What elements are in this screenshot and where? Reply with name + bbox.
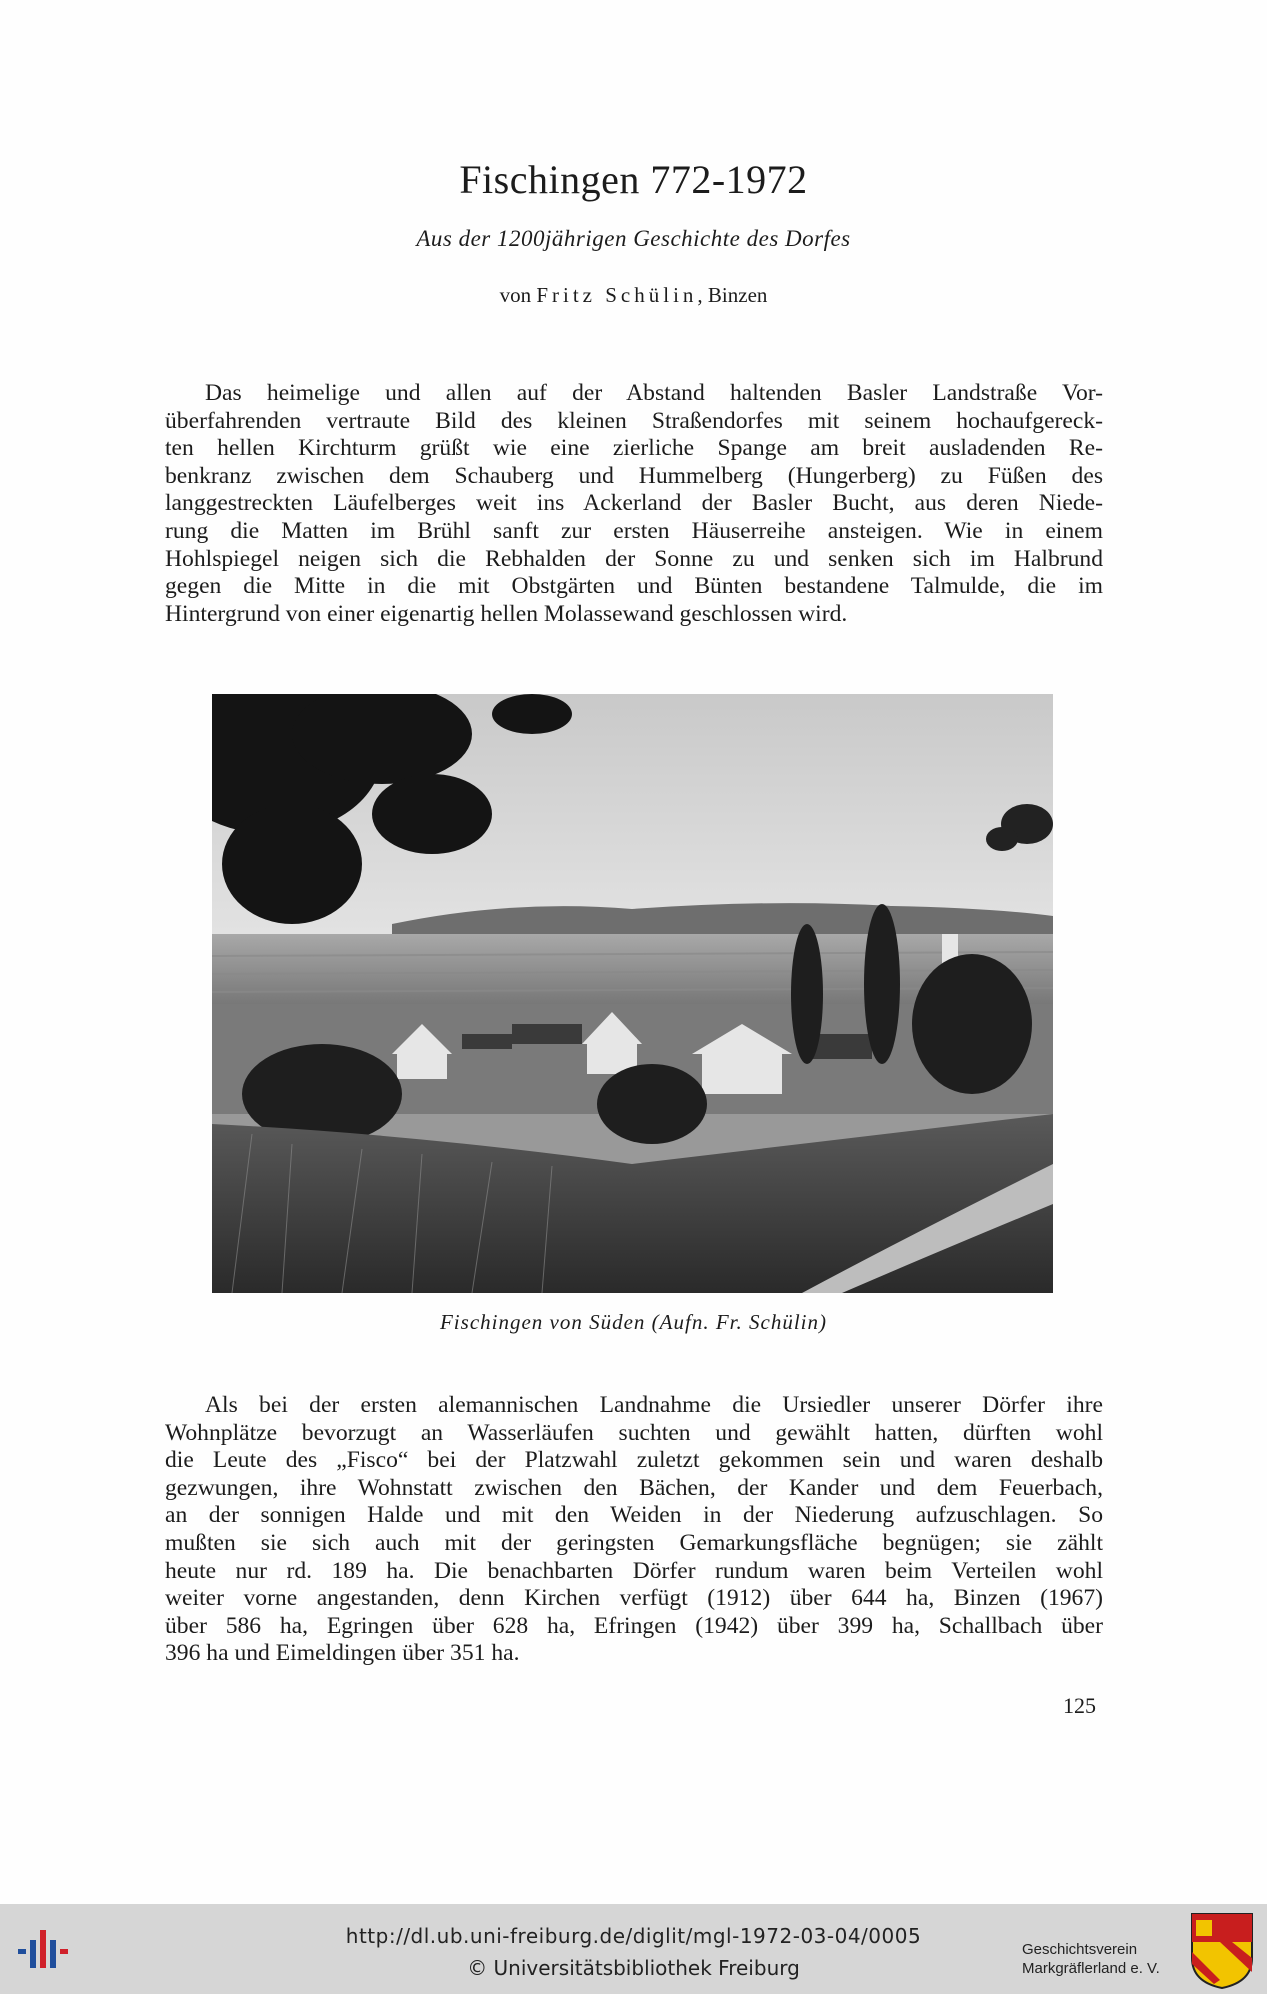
photo-caption: Fischingen von Süden (Aufn. Fr. Schülin) <box>439 1310 827 1334</box>
society-line: Markgräflerland e. V. <box>1022 1960 1160 1977</box>
viewer-footer <box>0 1904 1267 1994</box>
society-name <box>1022 1940 1160 1978</box>
page-number: 125 <box>1063 1693 1096 1718</box>
coat-of-arms-icon <box>1190 1912 1254 1990</box>
byline-suffix: , Binzen <box>697 283 768 307</box>
text-line: gezwungen, ihre Wohnstatt zwischen den Bächen, der Kander und dem Feuerbach, <box>165 1474 1103 1501</box>
paragraph-history <box>165 1392 1103 1668</box>
text-line: 396 ha und Eimeldingen über 351 ha. <box>165 1640 520 1667</box>
author-name: Fritz Schülin <box>536 283 698 307</box>
text-line: Das heimelige und allen auf der Abstand haltenden Basler Landstraße Vor- <box>205 380 1103 406</box>
text-line: langgestreckten Läufelberges weit ins Ackerland der Basler Bucht, aus deren Niede- <box>165 490 1103 517</box>
permalink-url[interactable]: http://dl.ub.uni-freiburg.de/diglit/mgl-1972-03-04/0005 <box>345 1924 922 1948</box>
text-line: überfahrenden vertraute Bild des kleinen Straßendorfes mit seinem hochaufgereck- <box>165 407 1103 434</box>
text-line: gegen die Mitte in die mit Obstgärten und Bünten bestandene Talmulde, die im <box>165 573 1103 600</box>
text-line: über 586 ha, Egringen über 628 ha, Efringen (1942) über 399 ha, Schallbach über <box>165 1612 1103 1639</box>
text-line: mußten sie sich auch mit der geringsten Gemarkungsfläche begnügen; sie zählt <box>165 1529 1103 1556</box>
village-photo <box>212 694 1053 1293</box>
text-line: Hintergrund von einer eigenartig hellen Molassewand geschlossen wird. <box>165 600 848 627</box>
text-line: Als bei der ersten alemannischen Landnahme die Ursiedler unserer Dörfer ihre <box>205 1392 1103 1418</box>
text-line: heute nur rd. 189 ha. Die benachbarten Dörfer rundum waren beim Verteilen wohl <box>165 1557 1103 1584</box>
copyright-notice: © Universitätsbibliothek Freiburg <box>467 1956 800 1980</box>
text-line: weiter vorne angestanden, denn Kirchen verfügt (1912) über 644 ha, Binzen (1967) <box>165 1585 1103 1612</box>
text-line: Hohlspiegel neigen sich die Rebhalden der Sonne zu und senken sich im Halbrund <box>165 545 1103 572</box>
article-subtitle: Aus der 1200jährigen Geschichte des Dorfes <box>416 226 851 251</box>
society-line: Geschichtsverein <box>1022 1941 1138 1958</box>
byline-prefix: von <box>499 283 532 307</box>
article-byline <box>0 283 1267 308</box>
text-line: benkranz zwischen dem Schauberg und Hummelberg (Hungerberg) zu Füßen des <box>165 462 1103 489</box>
text-line: Wohnplätze bevorzugt an Wasserläufen suchten und gewählt hatten, dürften wohl <box>165 1419 1103 1446</box>
text-line: ten hellen Kirchturm grüßt wie eine zierliche Spange am breit ausladenden Re- <box>165 435 1103 462</box>
article-title: Fischingen 772-1972 <box>459 157 808 202</box>
text-line: an der sonnigen Halde und mit den Weiden in der Niederung aufzuschlagen. So <box>165 1502 1103 1529</box>
text-line: die Leute des „Fisco“ bei der Platzwahl zuletzt gekommen sein und waren deshalb <box>165 1447 1103 1474</box>
paragraph-intro <box>165 380 1103 628</box>
text-line: rung die Matten im Brühl sanft zur ersten Häuserreihe ansteigen. Wie in einem <box>165 517 1103 544</box>
